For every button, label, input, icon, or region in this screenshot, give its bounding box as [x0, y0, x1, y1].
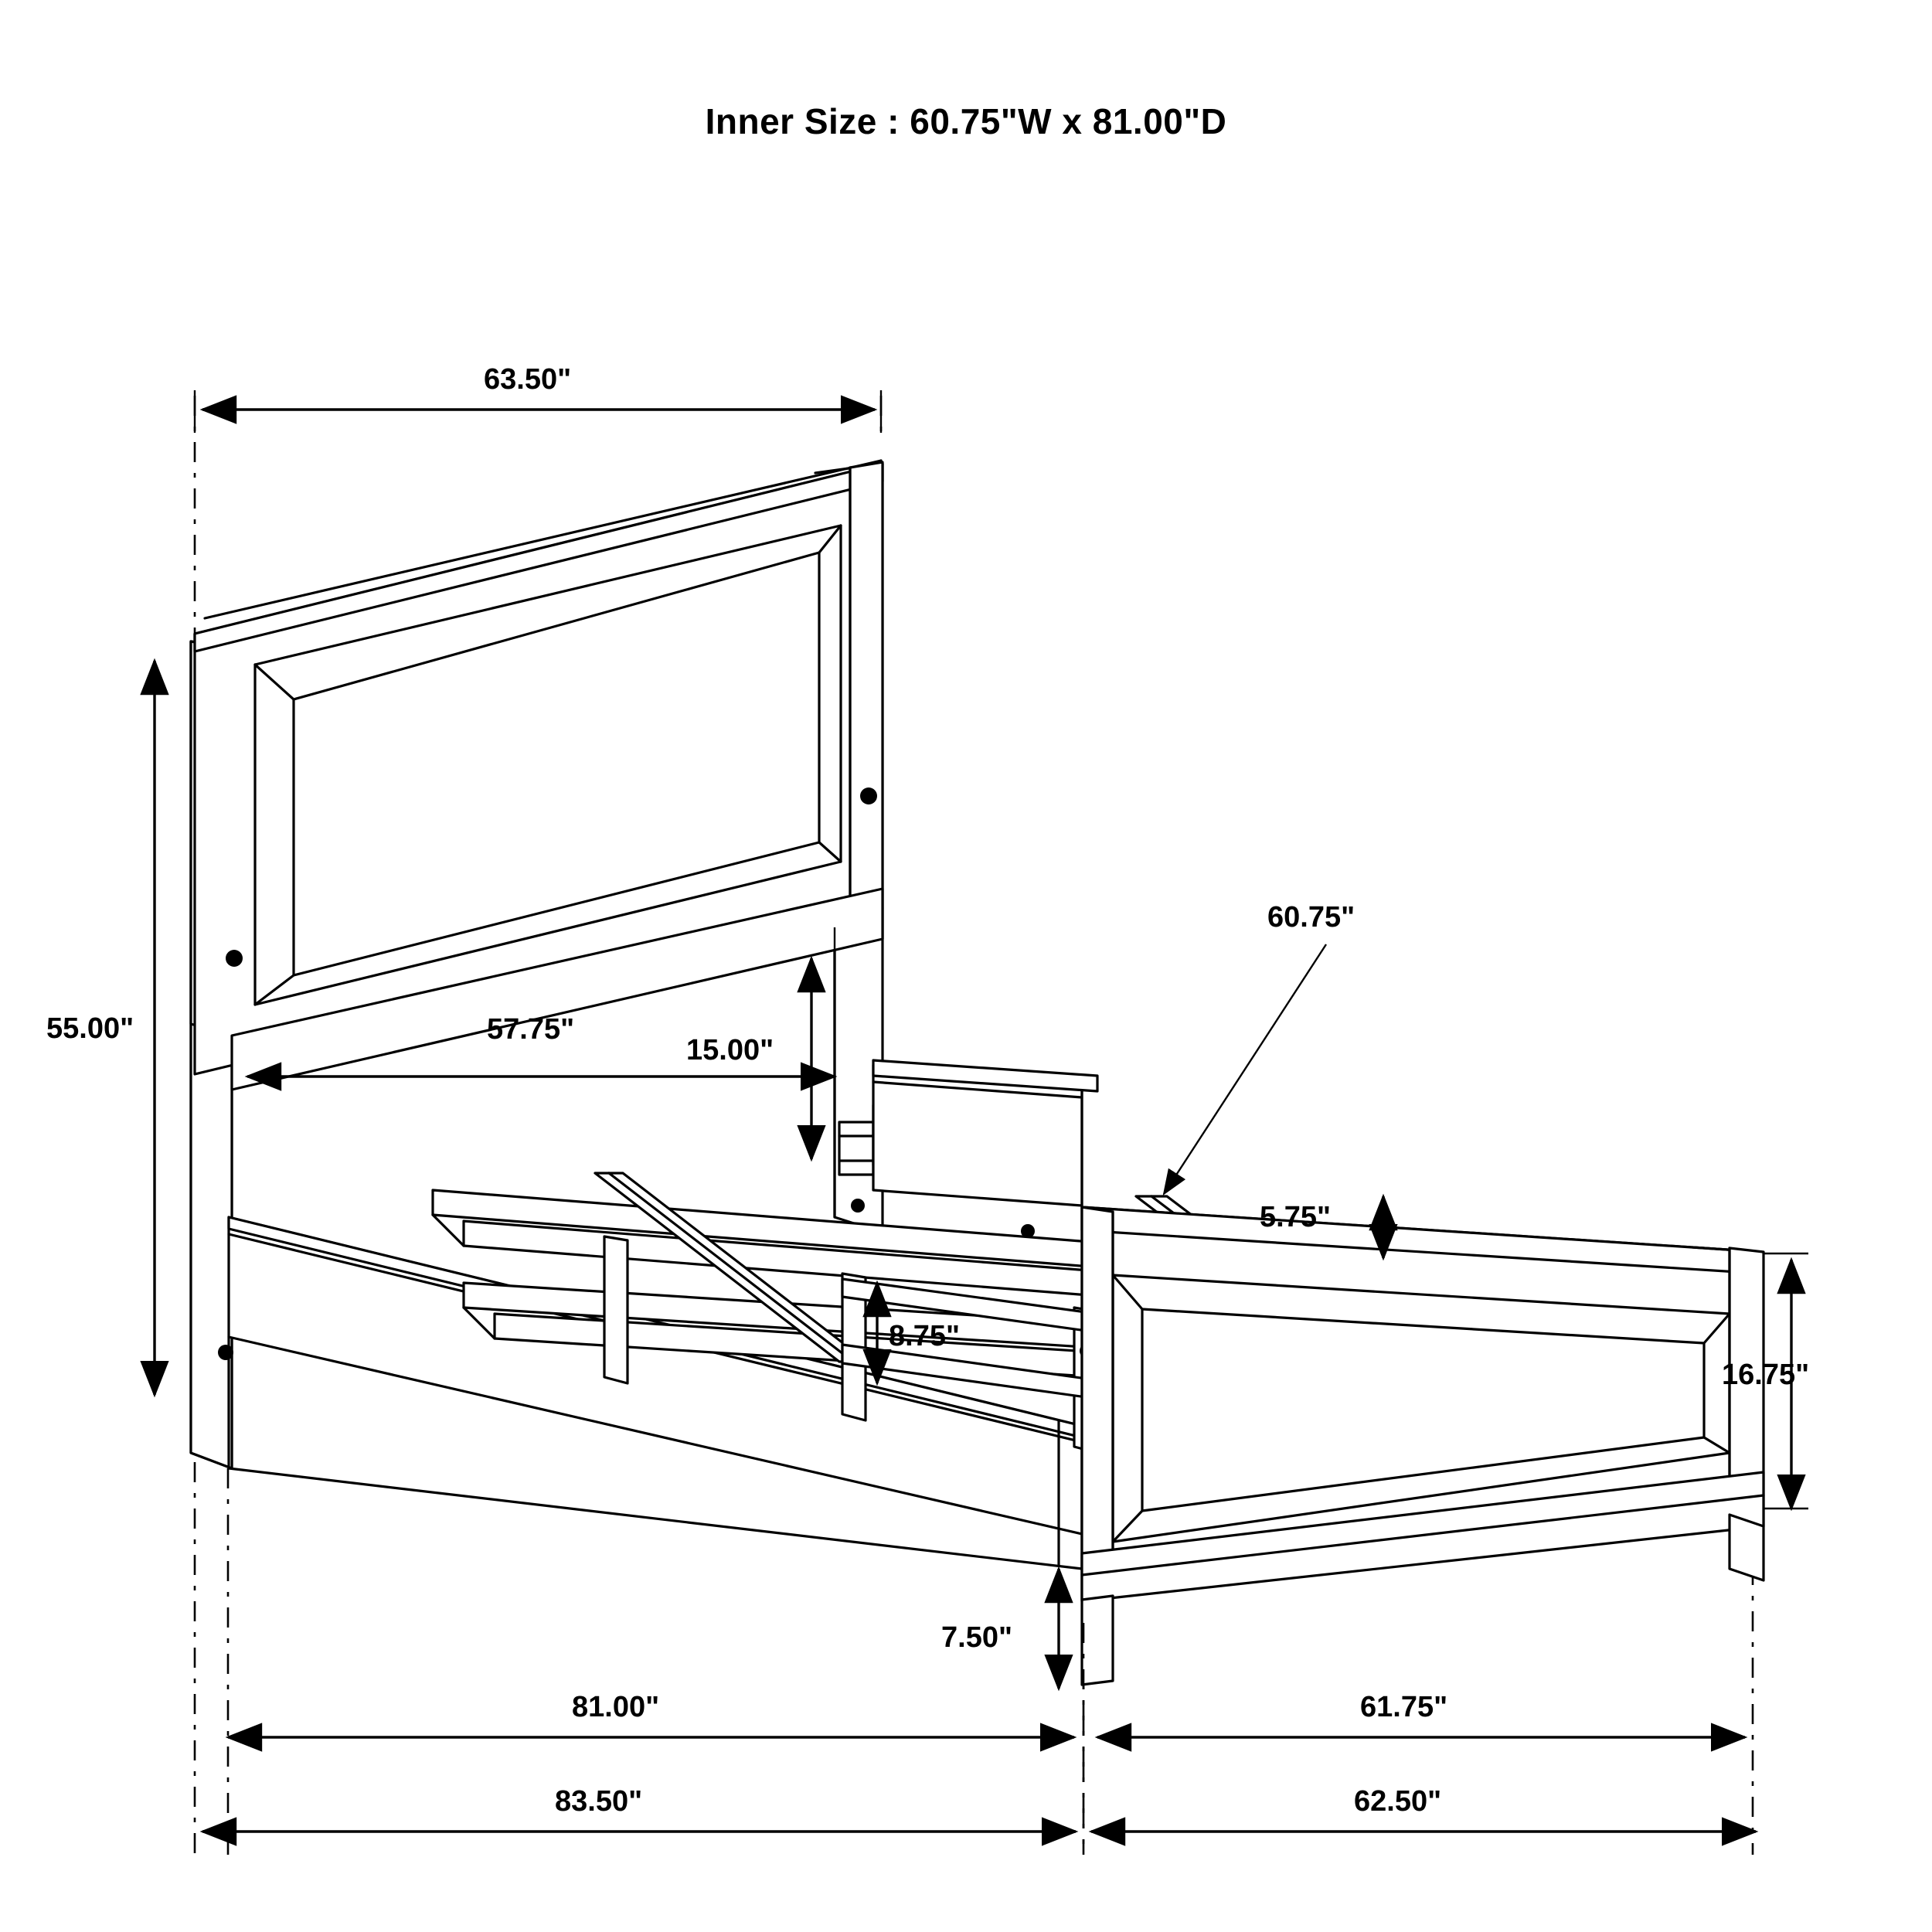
dimension-label-57-75: 57.75" — [487, 1013, 575, 1046]
dimension-label-5-75: 5.75" — [1260, 1201, 1331, 1233]
dimension-label-63-50: 63.50" — [484, 363, 572, 396]
dimension-label-83-50: 83.50" — [555, 1785, 643, 1818]
dimension-label-8-75: 8.75" — [889, 1320, 960, 1352]
dimension-label-7-50: 7.50" — [941, 1621, 1012, 1654]
dimension-label-55-00: 55.00" — [46, 1012, 134, 1045]
dimension-label-62-50: 62.50" — [1354, 1785, 1442, 1818]
dimension-label-81-00: 81.00" — [572, 1691, 660, 1723]
dimension-label-61-75: 61.75" — [1360, 1691, 1448, 1723]
dimension-label-60-75: 60.75" — [1267, 901, 1355, 934]
dimension-label-15-00: 15.00" — [686, 1034, 774, 1066]
dimension-label-16-75: 16.75" — [1722, 1359, 1810, 1391]
page-title: Inner Size : 60.75"W x 81.00"D — [705, 101, 1227, 141]
